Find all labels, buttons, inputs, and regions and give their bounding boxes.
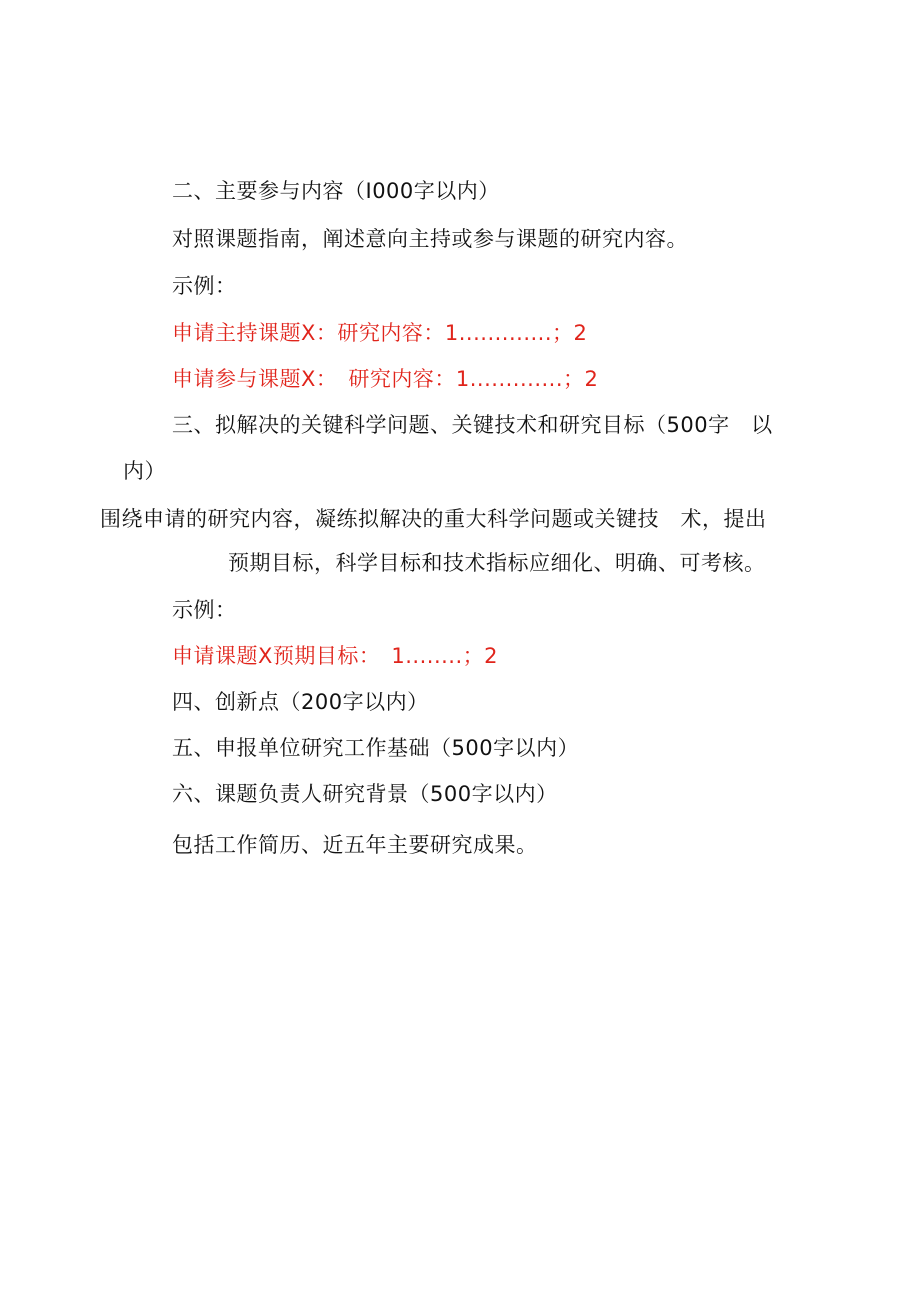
section-3-example-goal: 申请课题X预期目标： 1........；2	[172, 644, 499, 668]
section-2-example-label: 示例：	[172, 274, 237, 298]
section-2-example-join: 申请参与课题X： 研究内容：1.............；2	[172, 367, 599, 391]
section-3-description-line2: 预期目标，科学目标和技术指标应细化、明确、可考核。	[228, 551, 766, 575]
section-6-description: 包括工作简历、近五年主要研究成果。	[172, 833, 538, 857]
section-6-heading: 六、课题负责人研究背景（500字以内）	[172, 782, 558, 806]
section-2-example-host: 申请主持课题X：研究内容：1.............；2	[172, 321, 588, 345]
section-2-heading: 二、主要参与内容（I000字以内）	[172, 179, 500, 203]
section-4-heading: 四、创新点（200字以内）	[172, 690, 429, 714]
section-3-description-line1: 围绕申请的研究内容，凝练拟解决的重大科学问题或关键技 术，提出	[100, 507, 767, 531]
section-3-example-label: 示例：	[172, 598, 237, 622]
section-3-heading-line2: 内）	[123, 459, 166, 483]
section-3-heading-line1: 三、拟解决的关键科学问题、关键技术和研究目标（500字 以	[172, 413, 773, 437]
section-5-heading: 五、申报单位研究工作基础（500字以内）	[172, 736, 580, 760]
section-2-description: 对照课题指南，阐述意向主持或参与课题的研究内容。	[172, 227, 688, 251]
